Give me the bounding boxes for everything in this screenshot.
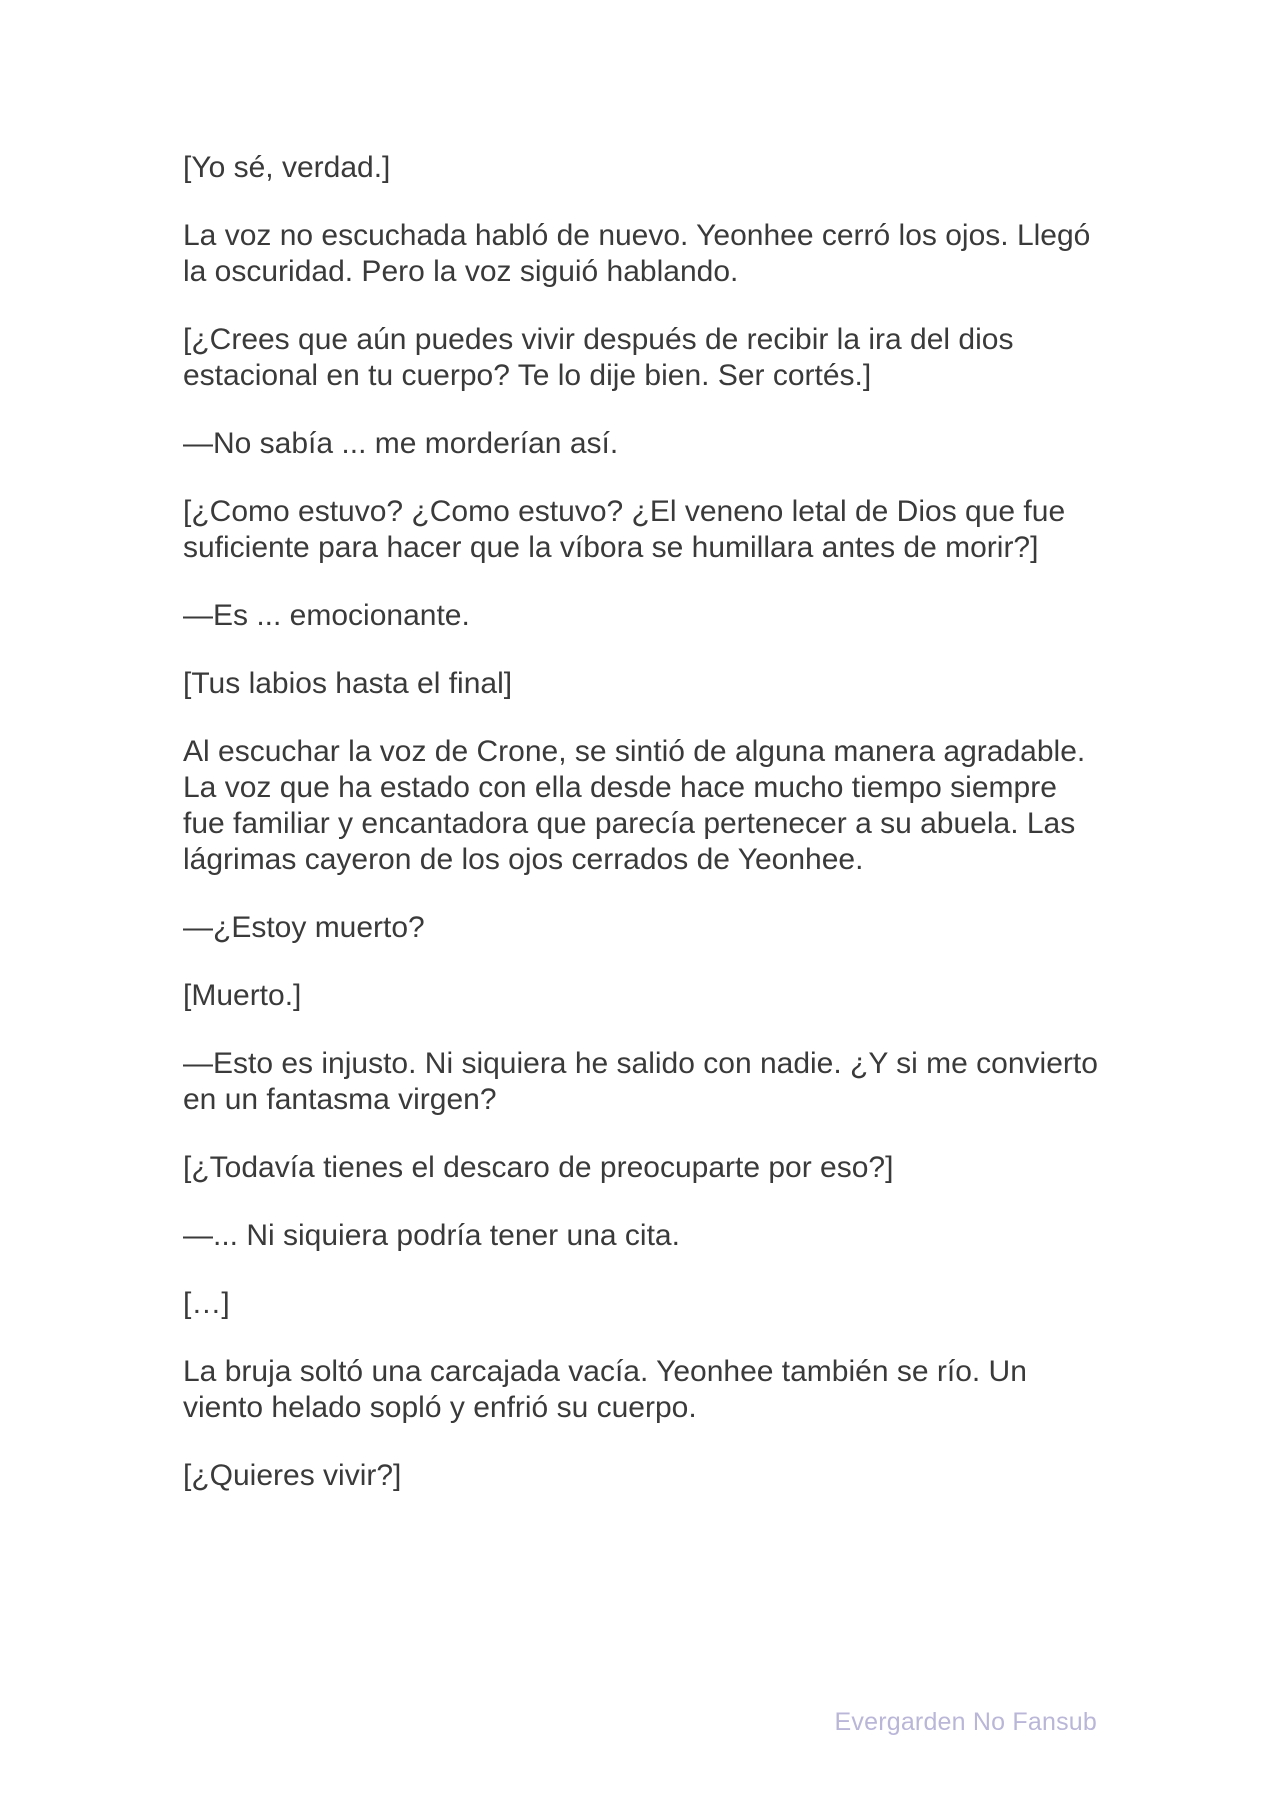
paragraph-4: —No sabía ... me morderían así.: [183, 427, 619, 460]
paragraph-5: [¿Como estuvo? ¿Como estuvo? ¿El veneno letal de Dios que fue suficiente para hacer que la víbora se humillara antes de morir?]: [183, 495, 1066, 564]
paragraph-11: —Esto es injusto. Ni siquiera he salido con nadie. ¿Y si me convierto en un fantasma virgen?: [183, 1047, 1098, 1116]
paragraph-3: [¿Crees que aún puedes vivir después de recibir la ira del dios estacional en tu cuerpo? Te lo dije bien. Ser cortés.]: [183, 323, 1014, 392]
fansub-watermark: Evergarden No Fansub: [834, 1708, 1097, 1736]
paragraph-12: [¿Todavía tienes el descaro de preocuparte por eso?]: [183, 1151, 894, 1184]
paragraph-16: [¿Quieres vivir?]: [183, 1459, 402, 1492]
paragraph-13: —... Ni siquiera podría tener una cita.: [183, 1219, 680, 1252]
paragraph-10: [Muerto.]: [183, 979, 302, 1012]
paragraph-14: […]: [183, 1287, 230, 1320]
paragraph-15: La bruja soltó una carcajada vacía. Yeonhee también se río. Un viento helado sopló y enfrió su cuerpo.: [183, 1355, 1027, 1424]
paragraph-1: [Yo sé, verdad.]: [183, 151, 391, 184]
paragraph-9: —¿Estoy muerto?: [183, 911, 425, 944]
document-body: [183, 150, 1103, 1526]
paragraph-2: La voz no escuchada habló de nuevo. Yeonhee cerró los ojos. Llegó la oscuridad. Pero la voz siguió hablando.: [183, 219, 1091, 288]
paragraph-6: —Es ... emocionante.: [183, 599, 470, 632]
paragraph-7: [Tus labios hasta el final]: [183, 667, 513, 700]
paragraph-8: Al escuchar la voz de Crone, se sintió de alguna manera agradable. La voz que ha estado con ella desde hace mucho tiempo siempre fue familiar y encantadora que parecía pertenecer a su abuela. Las lágrimas cayeron de los ojos cerrados de Yeonhee.: [183, 735, 1086, 876]
